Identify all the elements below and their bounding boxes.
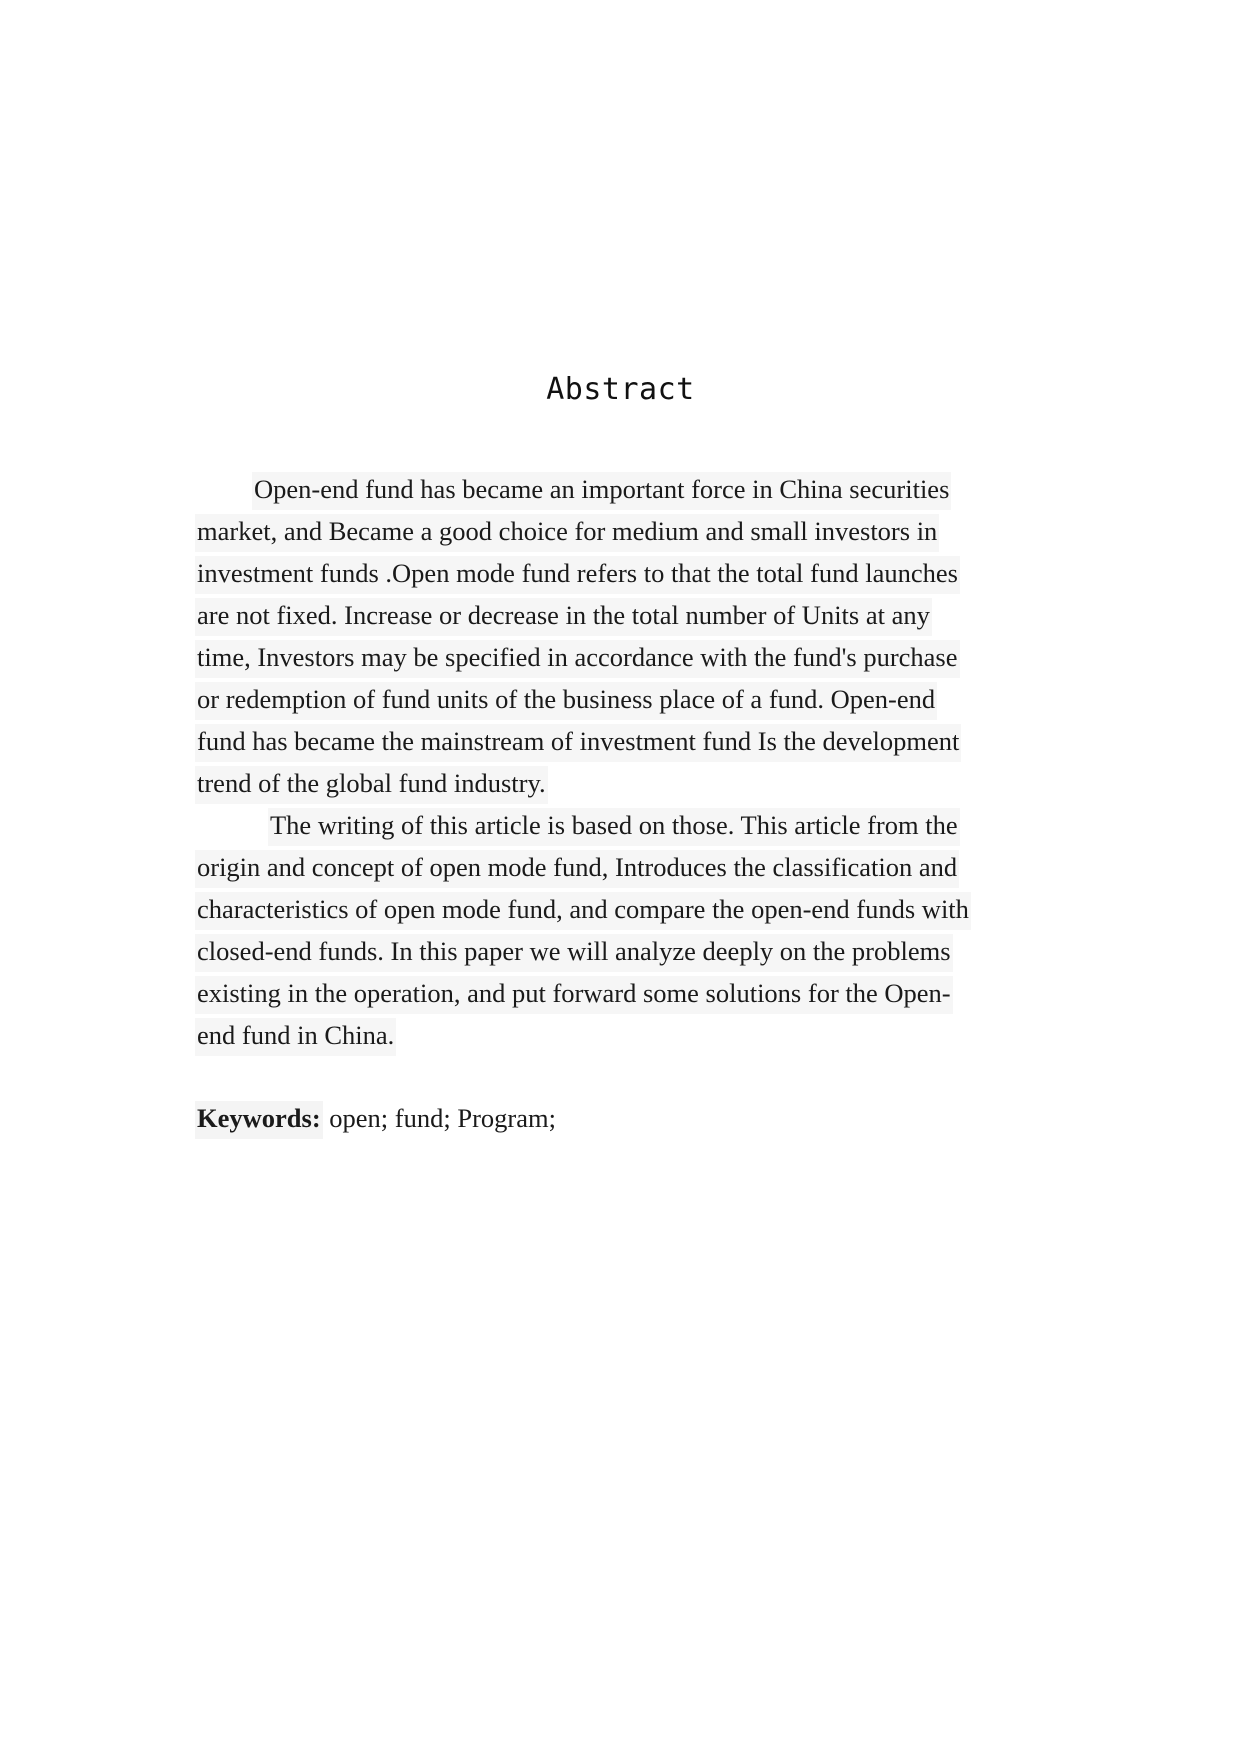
paragraph1-line — [195, 468, 1055, 510]
paragraph2-line — [195, 846, 1055, 888]
paragraph2-line-text: end fund in China. — [195, 1018, 396, 1056]
keywords-line — [195, 1097, 556, 1139]
paragraph2-line-text: The writing of this article is based on those. This article from the — [268, 808, 960, 846]
paragraph1-line-text: trend of the global fund industry. — [195, 766, 548, 804]
paragraph1-line — [195, 678, 1055, 720]
keywords-label: Keywords: — [195, 1101, 323, 1139]
paragraph1-line-text: are not fixed. Increase or decrease in the total number of Units at any — [195, 598, 932, 636]
paragraph1-line — [195, 594, 1055, 636]
paragraph1-line-text: time, Investors may be specified in accordance with the fund's purchase — [195, 640, 960, 678]
paragraph1-line-text: fund has became the mainstream of investment fund Is the development — [195, 724, 961, 762]
paragraph1-line — [195, 552, 1055, 594]
paragraph1-line — [195, 510, 1055, 552]
paragraph2-line — [195, 888, 1055, 930]
page-title: Abstract — [546, 372, 695, 407]
paragraph1-line — [195, 762, 1055, 804]
paragraph2-line — [195, 930, 1055, 972]
paragraph2-line-text: closed-end funds. In this paper we will analyze deeply on the problems — [195, 934, 953, 972]
paragraph1-line-text: or redemption of fund units of the business place of a fund. Open-end — [195, 682, 937, 720]
abstract-body — [195, 468, 1055, 1056]
paragraph1-line-text: Open-end fund has became an important force in China securities — [252, 472, 951, 510]
paragraph1-line — [195, 636, 1055, 678]
paragraph2-line — [195, 972, 1055, 1014]
paragraph1-line — [195, 720, 1055, 762]
paragraph2-line — [195, 804, 1055, 846]
paragraph2-line-text: existing in the operation, and put forward some solutions for the Open- — [195, 976, 953, 1014]
paragraph1-line-text: investment funds .Open mode fund refers to that the total fund launches — [195, 556, 960, 594]
paragraph2-line-text: characteristics of open mode fund, and compare the open-end funds with — [195, 892, 971, 930]
keywords-value: open; fund; Program; — [322, 1103, 556, 1133]
paragraph2-line-text: origin and concept of open mode fund, Introduces the classification and — [195, 850, 959, 888]
paragraph1-line-text: market, and Became a good choice for medium and small investors in — [195, 514, 939, 552]
paragraph2-line — [195, 1014, 1055, 1056]
